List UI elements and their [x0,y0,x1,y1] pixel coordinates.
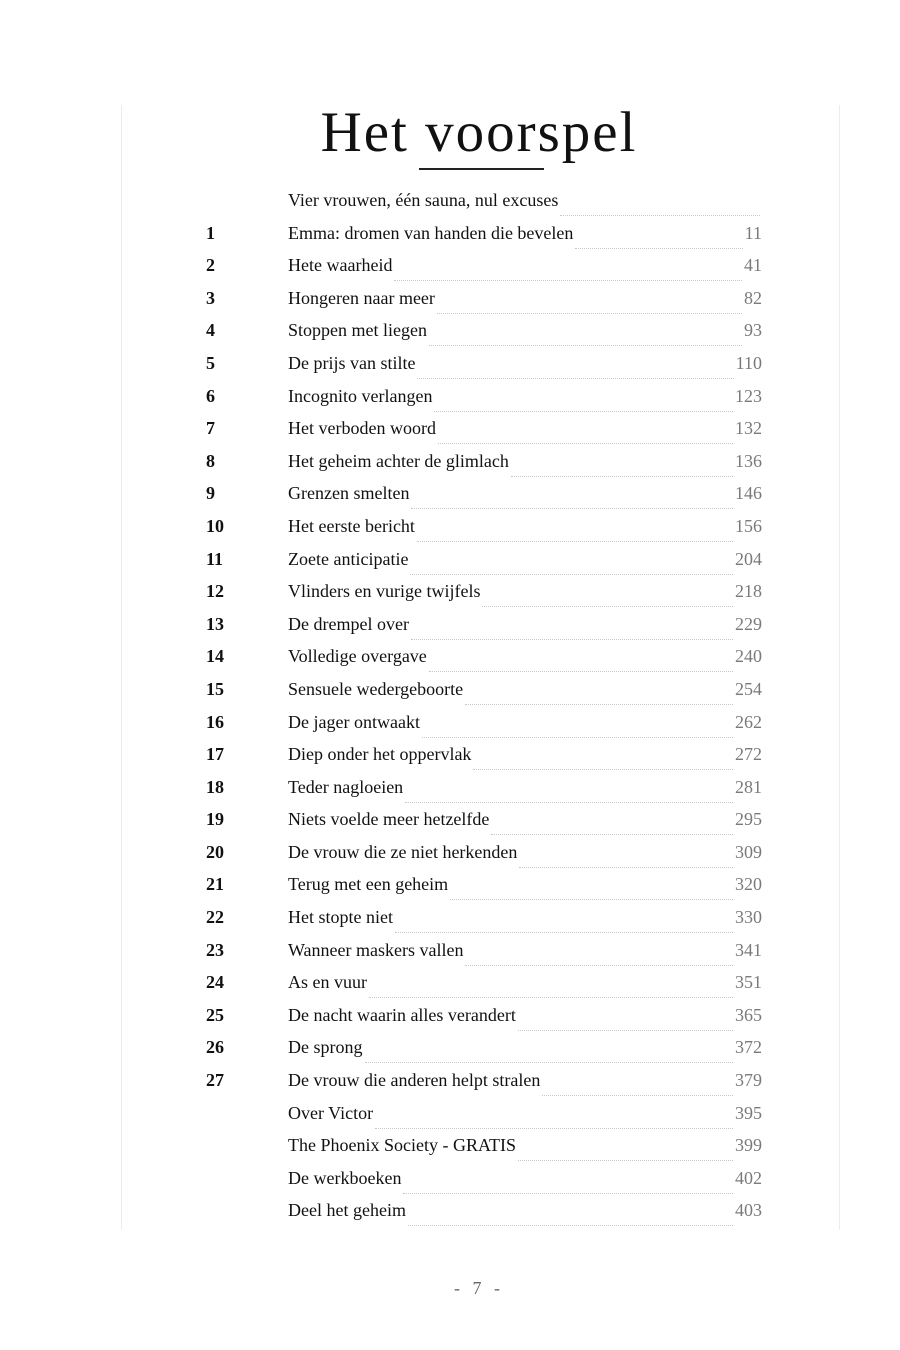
toc-entry-line [288,482,762,504]
chapter-title: Het stopte niet [288,907,393,928]
chapter-title: De werkboeken [288,1167,402,1188]
chapter-page-number: 82 [744,287,762,308]
chapter-title: Stoppen met liegen [288,320,427,341]
chapter-number: 10 [206,515,224,536]
toc-entry-line [288,711,762,733]
dot-leader [511,475,733,477]
chapter-number: 14 [206,646,224,667]
toc-entry-line [288,1134,762,1156]
chapter-title: De vrouw die ze niet herkenden [288,841,518,862]
toc-entry-line [288,385,762,407]
chapter-number: 20 [206,841,224,862]
toc-entry[interactable] [0,1032,900,1065]
toc-entry-line [288,906,762,928]
toc-entry-line [288,971,762,993]
dot-leader [482,605,733,607]
chapter-page-number: 156 [735,515,762,536]
toc-entry[interactable] [0,804,900,837]
dot-leader [491,833,733,835]
toc-entry-line [288,515,762,537]
chapter-number: 5 [206,352,215,373]
chapter-number: 9 [206,483,215,504]
chapter-page-number: 309 [735,841,762,862]
chapter-title: Het eerste bericht [288,515,415,536]
dot-leader [395,931,733,933]
chapter-title: Terug met een geheim [288,874,449,895]
dot-leader [422,736,733,738]
chapter-number: 1 [206,222,215,243]
chapter-page-number: 372 [735,1037,762,1058]
dot-leader [405,801,733,803]
chapter-page-number: 395 [735,1102,762,1123]
chapter-number: 26 [206,1037,224,1058]
dot-leader [560,214,760,216]
chapter-title: Sensuele wedergeboorte [288,678,464,699]
chapter-title: Hete waarheid [288,255,393,276]
toc-entry[interactable] [0,1130,900,1163]
chapter-page-number: 281 [735,776,762,797]
chapter-title: Zoete anticipatie [288,548,409,569]
toc-entry-line [288,1199,762,1221]
chapter-title: De nacht waarin alles verandert [288,1004,516,1025]
chapter-title: Niets voelde meer hetzelfde [288,809,490,830]
chapter-page-number: 204 [735,548,762,569]
chapter-title: Incognito verlangen [288,385,433,406]
toc-entry[interactable] [0,1000,900,1033]
toc-entry[interactable] [0,315,900,348]
toc-entry[interactable] [0,185,900,218]
chapter-number: 24 [206,972,224,993]
toc-entry[interactable] [0,935,900,968]
toc-entry[interactable] [0,707,900,740]
dot-leader [394,279,742,281]
toc-entry[interactable] [0,609,900,642]
chapter-number: 21 [206,874,224,895]
page-number: - 7 - [454,1278,504,1298]
chapter-number: 15 [206,678,224,699]
dot-leader [369,996,733,998]
chapter-number: 18 [206,776,224,797]
dot-leader [417,377,733,379]
chapter-number: 4 [206,320,215,341]
chapter-page-number: 262 [735,711,762,732]
toc-entry-line [288,873,762,895]
chapter-page-number: 341 [735,939,762,960]
toc-entry[interactable] [0,413,900,446]
toc-entry[interactable] [0,511,900,544]
toc-entry-line [288,613,762,635]
toc-entry-line [288,548,762,570]
chapter-number: 23 [206,939,224,960]
chapter-page-number: 295 [735,809,762,830]
chapter-page-number: 136 [735,450,762,471]
chapter-title: Het verboden woord [288,418,436,439]
dot-leader [429,344,742,346]
toc-entry[interactable] [0,218,900,251]
toc-entry[interactable] [0,446,900,479]
chapter-number: 17 [206,744,224,765]
chapter-title: De drempel over [288,613,409,634]
dot-leader [519,866,733,868]
chapter-page-number: 365 [735,1004,762,1025]
title-underline [419,168,544,170]
chapter-number: 8 [206,450,215,471]
page-title: Het voorspel [320,101,638,164]
chapter-number: 27 [206,1070,224,1091]
chapter-page-number: 272 [735,744,762,765]
chapter-title: The Phoenix Society - GRATIS [288,1135,516,1156]
toc-entry[interactable] [0,772,900,805]
chapter-number: 6 [206,385,215,406]
chapter-page-number: 403 [735,1200,762,1221]
chapter-page-number: 330 [735,907,762,928]
chapter-page-number: 110 [735,352,762,373]
toc-entry[interactable] [0,837,900,870]
toc-entry-line [288,352,762,374]
dot-leader [438,442,733,444]
toc-entry-line [288,808,762,830]
toc-entry-line [288,417,762,439]
chapter-page-number: 229 [735,613,762,634]
dot-leader [417,540,733,542]
toc-entry[interactable] [0,1065,900,1098]
chapter-page-number: 93 [744,320,762,341]
chapter-number: 12 [206,581,224,602]
dot-leader [411,638,733,640]
chapter-number: 19 [206,809,224,830]
toc-entry-line [288,678,762,700]
chapter-page-number: 132 [735,418,762,439]
toc-entry[interactable] [0,348,900,381]
toc-entry[interactable] [0,674,900,707]
chapter-title: Deel het geheim [288,1200,406,1221]
toc-entry-line [288,1069,762,1091]
toc-entry[interactable] [0,1195,900,1228]
toc-entry-line [288,743,762,765]
toc-entry[interactable] [0,381,900,414]
dot-leader [437,312,742,314]
dot-leader [465,964,733,966]
toc-entry-line [288,841,762,863]
chapter-title: De prijs van stilte [288,352,416,373]
dot-leader [465,703,733,705]
toc-entry-line [288,189,762,211]
dot-leader [365,1061,734,1063]
dot-leader [408,1224,733,1226]
chapter-number: 11 [206,548,224,569]
toc-entry[interactable] [0,544,900,577]
dot-leader [542,1094,733,1096]
chapter-title: Emma: dromen van handen die bevelen [288,222,574,243]
toc-entry-line [288,287,762,309]
chapter-number: 16 [206,711,224,732]
chapter-number: 22 [206,907,224,928]
toc-entry[interactable] [0,869,900,902]
dot-leader [403,1192,733,1194]
chapter-page-number: 41 [744,255,762,276]
toc-entry-line [288,1102,762,1124]
toc-entry-line [288,939,762,961]
chapter-title: Hongeren naar meer [288,287,435,308]
dot-leader [375,1127,733,1129]
chapter-title: Vlinders en vurige twijfels [288,581,481,602]
toc-entry-line [288,254,762,276]
toc-entry-line [288,1036,762,1058]
chapter-title: De sprong [288,1037,363,1058]
chapter-page-number: 11 [744,222,762,243]
chapter-page-number: 379 [735,1070,762,1091]
toc-entry-line [288,450,762,472]
toc-entry[interactable] [0,641,900,674]
toc-entry-line [288,1004,762,1026]
chapter-title: De vrouw die anderen helpt stralen [288,1070,541,1091]
chapter-number: 3 [206,287,215,308]
toc-entry-line [288,645,762,667]
chapter-number: 25 [206,1004,224,1025]
chapter-number: 2 [206,255,215,276]
chapter-page-number: 402 [735,1167,762,1188]
dot-leader [411,507,733,509]
dot-leader [518,1159,733,1161]
dot-leader [450,898,733,900]
toc-entry[interactable] [0,1163,900,1196]
chapter-title: Wanneer maskers vallen [288,939,464,960]
chapter-title: As en vuur [288,972,367,993]
toc-entry[interactable] [0,902,900,935]
chapter-page-number: 240 [735,646,762,667]
table-of-contents [0,185,900,1228]
chapter-page-number: 218 [735,581,762,602]
dot-leader [434,410,733,412]
chapter-page-number: 146 [735,483,762,504]
dot-leader [429,670,733,672]
toc-entry-line [288,319,762,341]
toc-entry[interactable] [0,478,900,511]
chapter-page-number: 123 [735,385,762,406]
dot-leader [518,1029,733,1031]
chapter-title: Vier vrouwen, één sauna, nul excuses [288,190,559,210]
toc-entry[interactable] [0,576,900,609]
chapter-page-number: 254 [735,678,762,699]
dot-leader [473,768,733,770]
chapter-title: Het geheim achter de glimlach [288,450,509,471]
chapter-page-number: 320 [735,874,762,895]
toc-entry[interactable] [0,739,900,772]
toc-entry-line [288,776,762,798]
chapter-number: 7 [206,418,215,439]
chapter-title: Grenzen smelten [288,483,410,504]
toc-entry-line [288,580,762,602]
toc-entry[interactable] [0,967,900,1000]
chapter-title: Over Victor [288,1102,374,1123]
chapter-title: Diep onder het oppervlak [288,744,472,765]
dot-leader [410,573,733,575]
chapter-page-number: 351 [735,972,762,993]
toc-entry[interactable] [0,283,900,316]
chapter-page-number: 399 [735,1135,762,1156]
chapter-title: Volledige overgave [288,646,427,667]
toc-entry-line [288,1167,762,1189]
toc-entry-line [288,222,762,244]
chapter-title: De jager ontwaakt [288,711,420,732]
toc-entry[interactable] [0,250,900,283]
chapter-title: Teder nagloeien [288,776,404,797]
dot-leader [575,247,742,249]
chapter-number: 13 [206,613,224,634]
toc-entry[interactable] [0,1098,900,1131]
